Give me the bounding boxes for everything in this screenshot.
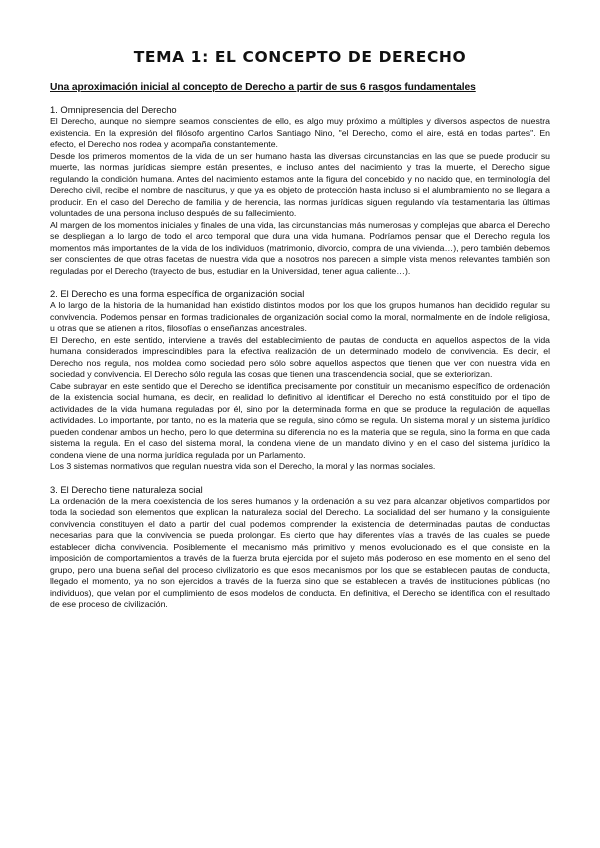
page-title: TEMA 1: EL CONCEPTO DE DERECHO <box>133 48 467 66</box>
paragraph: Desde los primeros momentos de la vida de un ser humano hasta las diversas circunstancias en las que se puede producir su muerte, las normas jurídicas siempre están presentes, e incluso antes del nacimiento y tras la muerte, el Derecho sigue regulando la condición humana. Antes del nacimiento estamos ante la figura del concebido y no nacido que, en terminología del Derecho civil, recibe el nombre de nasciturus, y que ya es objeto de protección hasta incluso si el alumbramiento no se llegara a producir. En el caso del Derecho de familia y de herencia, las normas jurídicas siguen regulando vía testamentaria las últimas voluntades de una persona incluso después de su fallecimiento. <box>50 150 550 218</box>
paragraph: Al margen de los momentos iniciales y finales de una vida, las circunstancias más numerosas y complejas que abarca el Derecho se despliegan a lo largo de todo el arco temporal que dura una vida humana. Podríamos pensar que el Derecho regula los momentos más importantes de la vida de los individuos (matrimonio, divorcio, compra de una vivienda…), pero también debemos ser conscientes de que otras facetas de nuestra vida que a nosotros nos parecen a simple vista menos relevantes también son reguladas por el Derecho (trayecto de bus, estudiar en la Universidad, tener agua caliente…). <box>50 219 550 276</box>
paragraph: Los 3 sistemas normativos que regulan nuestra vida son el Derecho, la moral y las normas sociales. <box>50 461 436 471</box>
section-naturaleza-social <box>50 484 550 611</box>
paragraph: El Derecho, en este sentido, interviene a través del establecimiento de pautas de conducta en aquellos aspectos de la vida humana considerados imprescindibles para la efectiva realización de un determinado modelo de convivencia. Es decir, el Derecho nos regula, nos moldea como sociedad pero sólo sobre aquellos aspectos que tienen que ver con nuestra vida en sociedad y convivencia. El Derecho sólo regula las cosas que tienen una trascendencia social, que se exteriorizan. <box>50 334 550 379</box>
document-subtitle: Una aproximación inicial al concepto de Derecho a partir de sus 6 rasgos fundamentales <box>50 82 476 93</box>
section-heading: 1. Omnipresencia del Derecho <box>50 104 177 115</box>
document-page <box>50 48 550 622</box>
section-organizacion-social <box>50 288 550 473</box>
paragraph: La ordenación de la mera coexistencia de los seres humanos y la ordenación a su vez para alcanzar objetivos compartidos por toda la sociedad son elementos que explican la naturaleza social del Derecho. La socialidad del ser humano y la consiguiente convivencia constituyen el dato a partir del cual podemos comprender la existencia de determinadas pautas de conductas necesarias para que la convivencia se pueda prolongar. Es cierto que hay diferentes vías a través de las cuales se puede establecer dicha convivencia. Posiblemente el mecanismo más primitivo y menos evolucionado es el que consiste en la imposición de comportamientos a través de la fuerza bruta ejercida por el sujeto más poderoso en ese momento en el seno del grupo, pero una buena señal del proceso civilizatorio es que esos mecanismos por los que se establecen pautas de conducta, llegado el momento, ya no son ejercidos a través de la fuerza sino que se establecen a través de instituciones públicas (no individuos), que velan por el cumplimiento de esos modelos de conducta. En definitiva, el Derecho se identifica con el resultado de ese proceso de civilización. <box>50 495 550 609</box>
section-heading: 2. El Derecho es una forma específica de organización social <box>50 288 305 299</box>
paragraph: El Derecho, aunque no siempre seamos conscientes de ello, es algo muy próximo a múltiples y diversos aspectos de nuestra existencia. En la expresión del filósofo argentino Carlos Santiago Nino, "el Derecho, como el aire, está en todas partes". En efecto, el Derecho nos rodea y acompaña constantemente. <box>50 116 550 149</box>
paragraph: Cabe subrayar en este sentido que el Derecho se identifica precisamente por constituir un mecanismo específico de ordenación de la existencia social humana, es decir, en realidad lo definitivo al identificar el Derecho no está constituido por el tipo de actividades de la vida humana reguladas por él, sino por la determinada forma en que se produce la regulación de aquellas actividades. Lo importante, por tanto, no es la materia que se regula, sino cómo se regula. Un sistema moral y un sistema jurídico pueden condenar ambos un hecho, pero lo que determina su diferencia no es la materia que se regula, sino la forma en que cada sistema la regula. En el caso del sistema moral, la condena viene de un mandato divino y en el caso del sistema jurídico la condena viene de una norma jurídica regulada por un Parlamento. <box>50 380 550 460</box>
paragraph: A lo largo de la historia de la humanidad han existido distintos modos por los que los grupos humanos han decidido regular su convivencia. Podemos pensar en formas tradicionales de organización social como la moral, normalmente en de índole religiosa, u otras que se atienen a ritos, filosofías o enseñanzas ancestrales. <box>50 300 550 333</box>
section-heading: 3. El Derecho tiene naturaleza social <box>50 483 203 495</box>
section-omnipresencia <box>50 104 550 277</box>
